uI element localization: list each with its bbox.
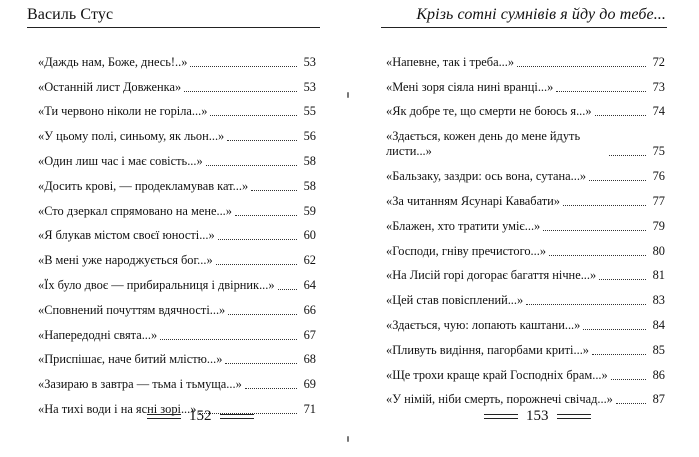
toc-entry-page: 84 — [652, 317, 665, 332]
toc-entry — [386, 358, 665, 383]
dot-leader — [235, 215, 297, 216]
toc-entry — [38, 70, 316, 95]
running-head-author: Василь Стус — [27, 6, 114, 23]
toc-entry-page: 53 — [303, 54, 316, 69]
toc-entry-title: «В мені уже народжується бог...» — [38, 253, 213, 268]
dot-leader — [210, 115, 297, 116]
page-number: 152 — [189, 408, 212, 424]
toc-entry-page: 76 — [652, 169, 665, 184]
toc-entry — [386, 333, 665, 358]
toc-entry-title: «Приспішає, наче битий млістю...» — [38, 352, 223, 367]
dot-leader — [278, 289, 297, 290]
toc-entry-title: «Ще трохи краще край Господніх брам...» — [386, 367, 608, 382]
folio-ornament-left — [147, 414, 181, 419]
dot-leader — [228, 314, 297, 315]
dot-leader — [589, 180, 646, 181]
toc-entry-title: «Здається, чую: лопають каштани...» — [386, 317, 581, 332]
toc-entry — [386, 184, 665, 209]
toc-entry-title: «У німій, ніби смерть, порожнечі свічад...» — [386, 392, 613, 407]
page-number: 153 — [526, 408, 549, 424]
toc-entry — [38, 343, 316, 368]
toc-entry-title: «Блажен, хто тратити уміє...» — [386, 218, 541, 233]
dot-leader — [609, 155, 646, 156]
toc-entry-page: 67 — [303, 327, 316, 342]
toc-entry-page: 83 — [652, 293, 665, 308]
dot-leader — [599, 279, 646, 280]
toc-entry-title: «На Лисій горі догорає багаття нічне...» — [386, 268, 597, 283]
toc-entry-title: «Напевне, так і треба...» — [386, 54, 515, 69]
dot-leader — [611, 379, 646, 380]
dot-leader — [583, 329, 646, 330]
toc-entry — [386, 209, 665, 234]
toc-entry — [386, 308, 665, 333]
dot-leader — [216, 264, 297, 265]
dot-leader — [563, 205, 646, 206]
toc-entry-title: «Один лиш час і має совість...» — [38, 153, 203, 168]
toc-entry-page: 55 — [303, 104, 316, 119]
toc-entry-page: 73 — [652, 79, 665, 94]
toc-entry-title: «Бальзаку, заздри: ось вона, сутана...» — [386, 169, 587, 184]
toc-entry-page: 71 — [303, 401, 316, 416]
toc-entry-title: «Напередодні свята...» — [38, 327, 158, 342]
toc-entry — [386, 95, 665, 120]
toc-entry-title: «Ти червоно ніколи не горіла...» — [38, 104, 208, 119]
toc-entry — [386, 283, 665, 308]
toc-entry — [38, 45, 316, 70]
page-number-footer — [147, 408, 254, 425]
toc-entry — [38, 243, 316, 268]
header-rule — [381, 27, 667, 28]
dot-leader — [517, 66, 646, 67]
dot-leader — [595, 115, 646, 116]
toc-entry-title: «Господи, гніву пречистого...» — [386, 243, 547, 258]
toc-entry-title: «Як добре те, що смерти не боюсь я...» — [386, 104, 592, 119]
toc-entry — [386, 70, 665, 95]
toc-entry-title: «Здається, кожен день до мене йдуть листи...» — [386, 129, 581, 159]
toc-entry-page: 86 — [652, 367, 665, 382]
toc-entry — [386, 119, 665, 159]
dot-leader — [549, 255, 646, 256]
toc-entry-page: 60 — [303, 228, 316, 243]
toc-entry — [38, 144, 316, 169]
page-number-footer — [484, 408, 591, 425]
toc-entry — [38, 219, 316, 244]
dot-leader — [526, 304, 646, 305]
header-rule — [27, 27, 320, 28]
toc-entry-page: 87 — [652, 392, 665, 407]
dot-leader — [616, 403, 646, 404]
dot-leader — [227, 140, 297, 141]
toc-entry-page: 69 — [303, 377, 316, 392]
dot-leader — [206, 165, 297, 166]
toc-entry-page: 72 — [652, 54, 665, 69]
toc-entry-title: «Досить крові, — продекламував кат...» — [38, 178, 249, 193]
toc-entry-page: 62 — [303, 253, 316, 268]
toc-entry-title: «На тихі води і на ясні зорі...» — [38, 401, 197, 416]
toc-entry-page: 53 — [303, 79, 316, 94]
toc-entry-title: «Зазираю в завтра — тьма і тьмуща...» — [38, 377, 242, 392]
toc-entry-page: 66 — [303, 302, 316, 317]
toc-entry — [386, 159, 665, 184]
dot-leader — [160, 339, 297, 340]
table-of-contents — [386, 45, 665, 407]
toc-entry — [386, 383, 665, 408]
toc-entry — [38, 119, 316, 144]
toc-entry-title: «Останній лист Довженка» — [38, 79, 182, 94]
toc-entry-title: «Цей став повісплений...» — [386, 293, 524, 308]
binding-mark — [347, 92, 349, 98]
toc-entry-page: 58 — [303, 178, 316, 193]
toc-entry-title: «Сто дзеркал спрямовано на мене...» — [38, 203, 232, 218]
toc-entry-page: 64 — [303, 277, 316, 292]
dot-leader — [556, 91, 646, 92]
table-of-contents — [38, 45, 316, 417]
toc-entry-title: «За читанням Ясунарі Кавабати» — [386, 193, 561, 208]
toc-entry-title: «У цьому полі, синьому, як льон...» — [38, 129, 225, 144]
dot-leader — [251, 190, 297, 191]
toc-entry — [386, 234, 665, 259]
toc-entry — [38, 318, 316, 343]
toc-entry-title: «Даждь нам, Боже, днесь!..» — [38, 54, 188, 69]
toc-entry — [38, 293, 316, 318]
folio-ornament-right — [557, 414, 591, 419]
dot-leader — [245, 388, 297, 389]
toc-entry-page: 56 — [303, 129, 316, 144]
folio-ornament-right — [220, 414, 254, 419]
toc-entry-title: «Пливуть видіння, пагорбами криті...» — [386, 342, 589, 357]
toc-entry-title: «Їх було двоє — прибиральниця і двірник...» — [38, 277, 275, 292]
toc-entry-title: «Я блукав містом своєї юності...» — [38, 228, 215, 243]
toc-entry-page: 75 — [652, 144, 665, 159]
toc-entry-title: «Сповнений почуттям вдячності...» — [38, 302, 226, 317]
left-page — [0, 0, 345, 457]
dot-leader — [184, 91, 297, 92]
toc-entry — [38, 194, 316, 219]
folio-ornament-left — [484, 414, 518, 419]
toc-entry — [38, 367, 316, 392]
toc-entry-title: «Мені зоря сіяла нині вранці...» — [386, 79, 554, 94]
toc-entry-page: 79 — [652, 218, 665, 233]
right-page — [351, 0, 699, 457]
toc-entry-page: 68 — [303, 352, 316, 367]
toc-entry-page: 77 — [652, 193, 665, 208]
running-head-title: Крізь сотні сумнівів я йду до тебе... — [416, 6, 666, 23]
dot-leader — [190, 66, 297, 67]
binding-mark — [347, 436, 349, 442]
toc-entry — [386, 45, 665, 70]
toc-entry — [38, 169, 316, 194]
toc-entry-page: 58 — [303, 153, 316, 168]
dot-leader — [592, 354, 646, 355]
toc-entry-page: 80 — [652, 243, 665, 258]
toc-entry-page: 85 — [652, 342, 665, 357]
dot-leader — [218, 239, 297, 240]
dot-leader — [543, 230, 646, 231]
dot-leader — [225, 363, 297, 364]
toc-entry-page: 81 — [652, 268, 665, 283]
toc-entry — [38, 95, 316, 120]
toc-entry — [38, 268, 316, 293]
toc-entry-page: 74 — [652, 104, 665, 119]
toc-entry — [386, 259, 665, 284]
toc-entry-page: 59 — [303, 203, 316, 218]
